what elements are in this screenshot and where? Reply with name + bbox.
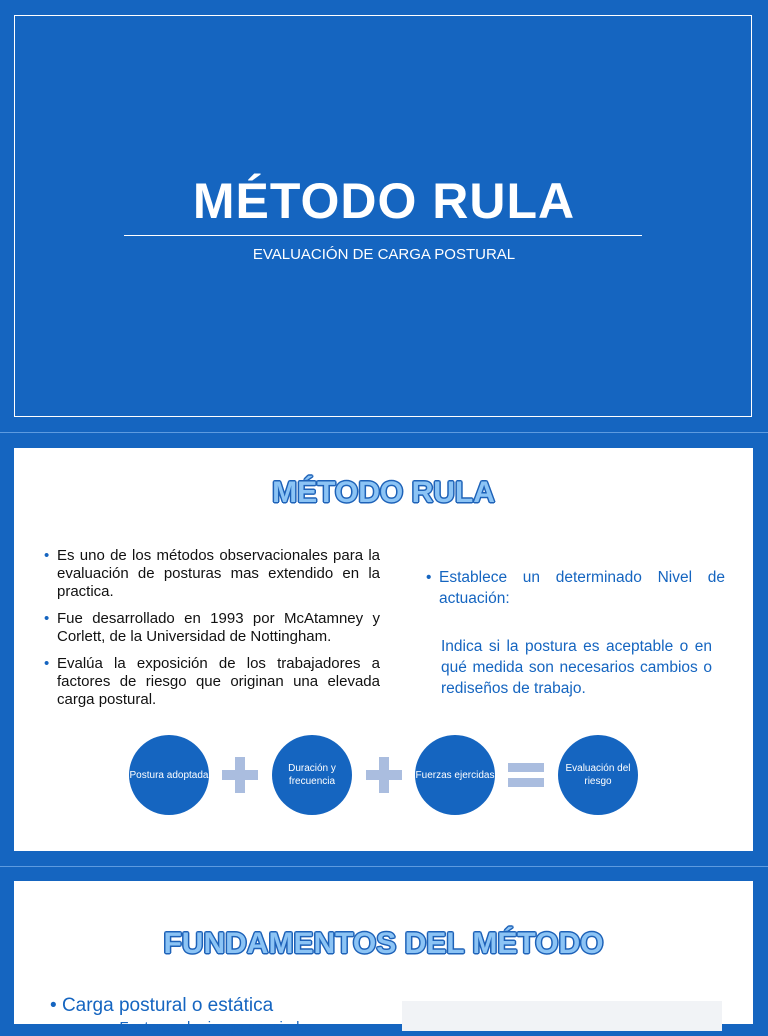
bullet-item: • Es uno de los métodos observacionales para la evaluación de posturas mas extendido en la practica. xyxy=(44,547,380,601)
slide-subtitle: EVALUACIÓN DE CARGA POSTURAL xyxy=(252,246,516,263)
title-divider xyxy=(124,235,642,236)
slide-heading: MÉTODO RULA xyxy=(272,476,495,509)
sub-bullet-item: • Factores de riesgo asociados xyxy=(110,1019,316,1036)
slide-heading: FUNDAMENTOS DEL MÉTODO xyxy=(163,927,604,960)
formula-circle-evaluacion: Evaluación del riesgo xyxy=(558,735,638,815)
plus-icon xyxy=(222,757,258,793)
slide-separator xyxy=(0,432,768,433)
content-slide-rula xyxy=(14,448,753,851)
action-level-description: Indica si la postura es aceptable o en qué medida son necesarios cambios o rediseños de trabajo. xyxy=(441,638,712,697)
formula-circle-duracion: Duración y frecuencia xyxy=(272,735,352,815)
content-slide-fundamentos xyxy=(14,881,753,1036)
title-slide xyxy=(0,0,768,432)
equals-icon xyxy=(508,759,544,789)
sub-bullet-text: Factores de riesgo asociados xyxy=(119,1019,316,1036)
slide-title: MÉTODO RULA xyxy=(192,173,576,229)
image-placeholder xyxy=(402,1001,722,1031)
formula-circle-fuerzas: Fuerzas ejercidas xyxy=(415,735,495,815)
plus-icon xyxy=(366,757,402,793)
bullet-list xyxy=(44,547,380,718)
action-level-bullet: • Establece un determinado Nivel de actuación: xyxy=(426,567,725,609)
bullet-text: Carga postural o estática xyxy=(61,995,274,1016)
formula-circle-postura: Postura adoptada xyxy=(129,735,209,815)
bullet-item: • Carga postural o estática xyxy=(50,995,274,1016)
bullet-item: • Fue desarrollado en 1993 por McAtamney y Corlett, de la Universidad de Nottingham. xyxy=(44,610,380,646)
slide-separator xyxy=(0,866,768,867)
bullet-item: • Evalúa la exposición de los trabajadores a factores de riesgo que originan una elevada carga postural. xyxy=(44,655,380,709)
